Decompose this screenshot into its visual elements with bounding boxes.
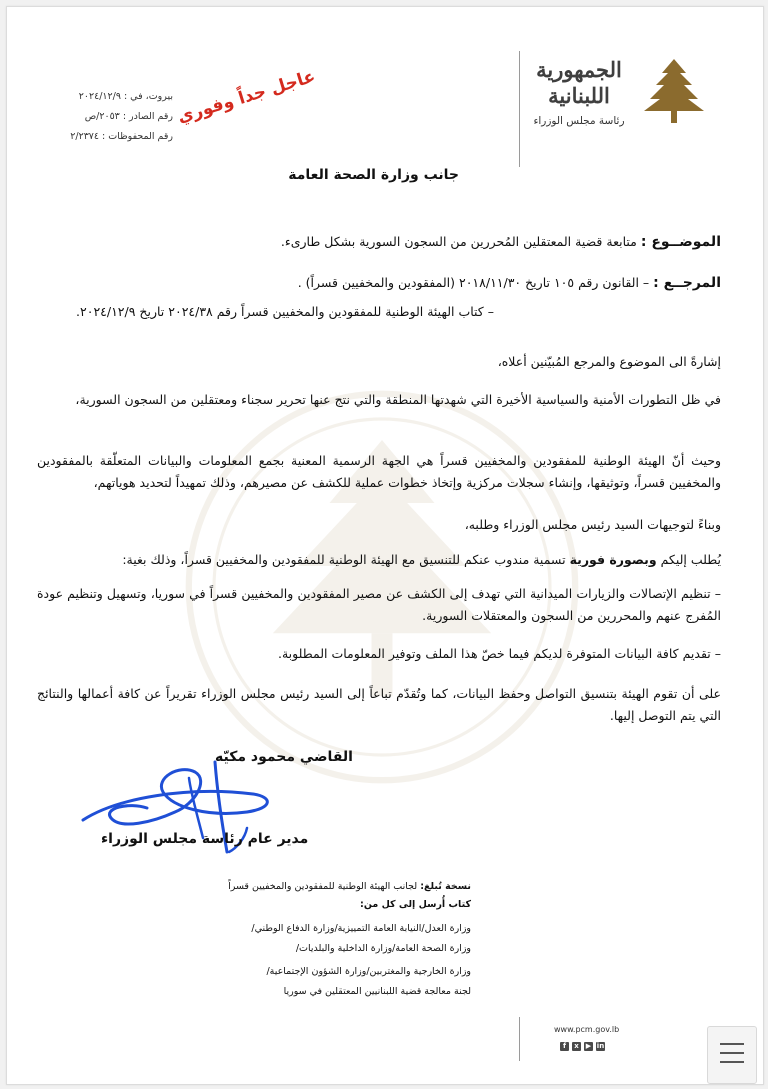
hamburger-icon-bar [720,1052,744,1054]
request-text: تسمية مندوب عنكم للتنسيق مع الهيئة الوطنية للمفقودين والمخفيين قسراً، وذلك بغية: [122,552,566,567]
body-paragraph-6: على أن تقوم الهيئة بتنسيق التواصل وحفظ البيانات، كما وتُقدّم تباعاً إلى السيد رئيس مجلس الوزراء تقريراً عن كافة أعمالها والنتائج التي يتم التوصل إليها. [37,686,721,723]
subject-label: الموضــوع : [640,234,721,250]
distribution-line-4: لجنة معالجة قضية اللبنانيين المعتقلين في سوريا [283,986,471,997]
brand-office: رئاسة مجلس الوزراء [533,115,625,127]
website-link[interactable]: www.pcm.gov.lb [554,1025,620,1034]
document-meta [33,87,173,147]
bullet-item-2: – تقديم كافة البيانات المتوفرة لديكم فيما خصّ هذا الملف وتوفير المعلومات المطلوبة. [277,646,721,661]
signatory-name: القاضي محمود مكيّه [215,749,353,765]
reference-label: المرجــع : [653,275,721,291]
body-paragraph-2: في ظل التطورات الأمنية والسياسية الأخيرة التي شهدتها المنطقة والتي نتج عنها تحرير سجناء ومعتقلين من السجون السورية، [75,392,721,407]
document-date: بيروت، في : ٢٠٢٤/١٢/٩ [78,91,173,102]
letter-page [6,6,764,1085]
brand-line-2: اللبنانية [548,83,610,108]
subject-text: متابعة قضية المعتقلين المُحررين من السجون السورية بشكل طارىء. [280,234,637,249]
addressee: جانب وزارة الصحة العامة [288,167,459,183]
urgent-stamp: عاجل جداً وفوري [175,66,318,128]
distribution-line-1: وزارة العدل/النيابة العامة التمييزية/وزارة الدفاع الوطني/ [251,923,471,934]
footer-divider [519,1017,520,1061]
reference-item-1: – القانون رقم ١٠٥ تاريخ ٢٠١٨/١١/٣٠ (المفقودين والمخفيين قسراً) . [297,275,650,290]
cedar-emblem-icon [638,57,710,125]
x-twitter-icon[interactable]: x [572,1042,581,1051]
brand-block [523,57,635,127]
facebook-icon[interactable]: f [560,1042,569,1051]
distribution-line-3: وزارة الخارجية والمغتربين/وزارة الشؤون الإجتماعية/ [266,966,471,977]
subject-line [281,234,721,250]
copy-text: لجانب الهيئة الوطنية للمفقودين والمخفيين قسراً [228,881,418,892]
header-divider [519,51,520,167]
menu-button[interactable] [707,1026,757,1084]
linkedin-icon[interactable]: in [596,1042,605,1050]
body-paragraph-3: وحيث أنّ الهيئة الوطنية للمفقودين والمخفيين قسراً هي الجهة الرسمية المعنية بجمع المعلومات والبيانات المتعلّقة بالمفقودين والمخفيين قسراً، وتوثيقها، وإنشاء سجلات مركزية وإتخاذ خطوات عملية للكشف عن مصيرهم، وذلك تمهيداً لتحديد هوياتهم، [37,453,721,490]
reference-item-2: – كتاب الهيئة الوطنية للمفقودين والمخفيين قسراً رقم ٢٠٢٤/٣٨ تاريخ ٢٠٢٤/١٢/٩. [76,304,494,319]
body-paragraph-5 [37,549,721,571]
copy-label: نسخة تُبلغ: [420,881,471,892]
reference-line-1 [298,275,721,291]
request-intro: يُطلب إليكم [660,552,721,567]
copy-to-line [31,877,471,897]
body-paragraph-1: إشارةً الى الموضوع والمرجع المُبيّنين أعلاه، [497,354,721,369]
sent-to-label: كتاب أُرسل إلى كل من: [360,899,471,910]
social-icons [560,1042,605,1051]
signatory-title: مدير عام رئاسة مجلس الوزراء [101,831,309,847]
youtube-icon[interactable]: ▶ [585,1042,592,1050]
bullet-item-1: – تنظيم الإتصالات والزيارات الميدانية التي تهدف إلى الكشف عن مصير المفقودين والمخفيين قسراً في سوريا، وتسهيل وتنظيم عودة المُفرج عنهم والمحررين من السجون والمعتقلات السورية. [37,586,721,623]
distribution-line-2: وزارة الصحة العامة/وزارة الداخلية والبلديات/ [295,943,471,954]
hamburger-icon-bar [720,1061,744,1063]
body-paragraph-4: وبناءً لتوجيهات السيد رئيس مجلس الوزراء وطلبه، [464,517,721,532]
hamburger-icon [720,1043,744,1045]
request-urgency: وبصورة فورية [569,552,657,567]
issue-number: رقم الصادر : ٢٠٥٣/ص [84,111,173,122]
archive-number: رقم المحفوظات : ٢/٢٣٧٤ [70,131,173,142]
brand-line-1: الجمهورية [536,57,622,82]
